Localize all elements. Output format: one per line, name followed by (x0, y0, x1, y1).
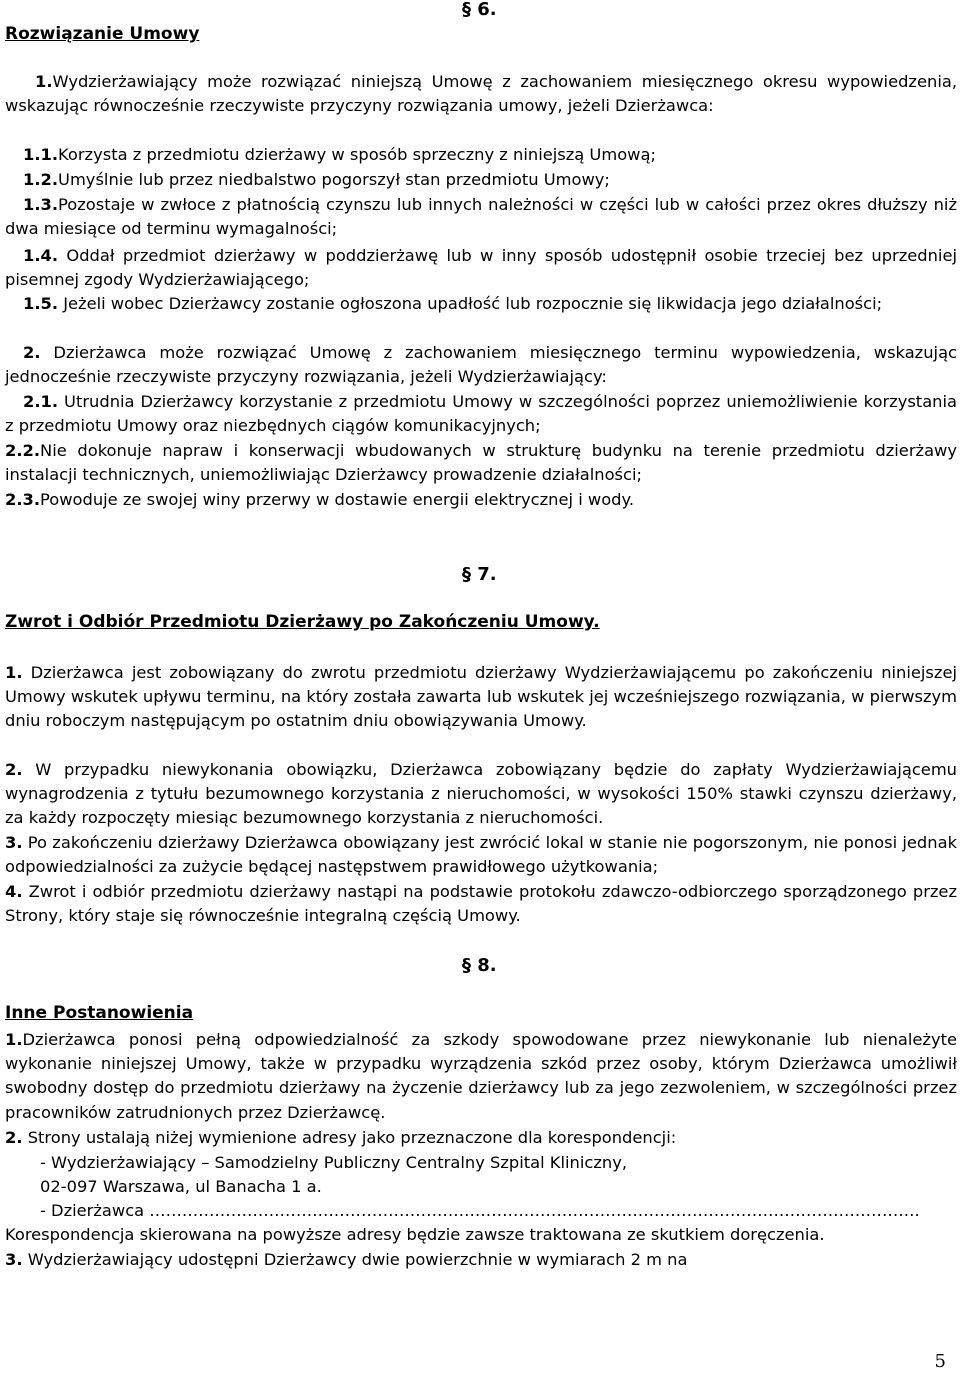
s6-item-2-2: 2.2.Nie dokonuje napraw i konserwacji wbudowanych w strukturę budynku na terenie przedmiotu dzierżawy instalacji technicznych, uniemożliwiając Dzierżawcy prowadzenie działalności; (5, 441, 957, 485)
section-7-heading: Zwrot i Odbiór Przedmiotu Dzierżawy po Zakończeniu Umowy. (5, 612, 600, 632)
section-6-number: § 6. (462, 0, 497, 20)
s6-item-1-5: 1.5. Jeżeli wobec Dzierżawcy zostanie ogłoszona upadłość lub rozpocznie się likwidacja jego działalności; (23, 294, 883, 313)
section-8-heading: Inne Postanowienia (5, 1003, 194, 1023)
s6-item-1-2: 1.2.Umyślnie lub przez niedbalstwo pogorszył stan przedmiotu Umowy; (23, 170, 610, 189)
s6-item-2-1: 2.1. Utrudnia Dzierżawcy korzystanie z przedmiotu Umowy w szczególności poprzez uniemożliwienie korzystania z przedmiotu Umowy oraz niezbędnych ciągów komunikacyjnych; (5, 392, 957, 436)
s7-item-1: 1. Dzierżawca jest zobowiązany do zwrotu przedmiotu dzierżawy Wydzierżawiającemu po zakończeniu niniejszej Umowy wskutek upływu terminu, na który została zawarta lub wskutek jej wcześniejszego rozwiązania, w pierwszym dniu roboczym następującym po ostatnim dniu obowiązywania Umowy. (5, 663, 957, 731)
section-8-number: § 8. (462, 955, 497, 976)
section-7-number: § 7. (462, 564, 497, 585)
s6-item-1-3: 1.3.Pozostaje w zwłoce z płatnością czynszu lub innych należności w części lub w całości przez okres dłuższy niż dwa miesiące od terminu wymagalności; (5, 195, 957, 239)
correspondence-note: Korespondencja skierowana na powyższe adresy będzie zawsze traktowana ze skutkiem doręczenia. (5, 1225, 825, 1244)
s6-item-1-4: 1.4. Oddał przedmiot dzierżawy w poddzierżawę lub w inny sposób udostępnił osobie trzeciej bez uprzedniej pisemnej zgody Wydzierżawiającego; (5, 246, 957, 290)
page-number: 5 (934, 1351, 946, 1372)
s6-item-1-1: 1.1.Korzysta z przedmiotu dzierżawy w sposób sprzeczny z niniejszą Umową; (23, 145, 656, 164)
s8-item-1: 1.Dzierżawca ponosi pełną odpowiedzialność za szkody spowodowane przez niewykonanie lub nienależyte wykonanie niniejszej Umowy, także w przypadku wyrządzenia szkód przez osoby, którym Dzierżawca umożliwił swobodny dostęp do przedmiotu dzierżawy na życzenie dzierżawcy lub za jego zezwoleniem, w szczególności przez pracowników zatrudnionych przez Dzierżawcę. (5, 1030, 957, 1122)
address-lessor-city: 02-097 Warszawa, ul Banacha 1 a. (40, 1177, 322, 1196)
section-6-heading: Rozwiązanie Umowy (5, 24, 200, 44)
address-lessee: - Dzierżawca ……………………………………………………………………………………………………………………………. (40, 1201, 920, 1220)
s7-item-2: 2. W przypadku niewykonania obowiązku, Dzierżawca zobowiązany będzie do zapłaty Wydzierżawiającemu wynagrodzenia z tytułu bezumownego korzystania z nieruchomości, w wysokości 150% stawki czynszu dzierżawy, za każdy rozpoczęty miesiąc bezumownego korzystania z nieruchomości. (5, 760, 957, 828)
s7-item-4: 4. Zwrot i odbiór przedmiotu dzierżawy nastąpi na podstawie protokołu zdawczo-odbiorczego sporządzonego przez Strony, który staje się równocześnie integralną częścią Umowy. (5, 882, 957, 926)
s6-item-2-3: 2.3.Powoduje ze swojej winy przerwy w dostawie energii elektrycznej i wody. (5, 490, 635, 509)
s7-item-3: 3. Po zakończeniu dzierżawy Dzierżawca obowiązany jest zwrócić lokal w stanie nie pogorszonym, nie ponosi jednak odpowiedzialności za zużycie będącej następstwem prawidłowego użytkowania; (5, 833, 957, 877)
s6-item-2: 2. Dzierżawca może rozwiązać Umowę z zachowaniem miesięcznego terminu wypowiedzenia, wskazując jednocześnie rzeczywiste przyczyny rozwiązania, jeżeli Wydzierżawiający: (5, 343, 957, 387)
s8-item-3: 3. Wydzierżawiający udostępni Dzierżawcy dwie powierzchnie w wymiarach 2 m na (5, 1250, 688, 1269)
address-lessor: - Wydzierżawiający – Samodzielny Publiczny Centralny Szpital Kliniczny, (40, 1153, 627, 1172)
s6-item-1: 1.Wydzierżawiający może rozwiązać niniejszą Umowę z zachowaniem miesięcznego okresu wypowiedzenia, wskazując równocześnie rzeczywiste przyczyny rozwiązania umowy, jeżeli Dzierżawca: (5, 72, 957, 116)
s8-item-2: 2. Strony ustalają niżej wymienione adresy jako przeznaczone dla korespondencji: (5, 1128, 677, 1147)
